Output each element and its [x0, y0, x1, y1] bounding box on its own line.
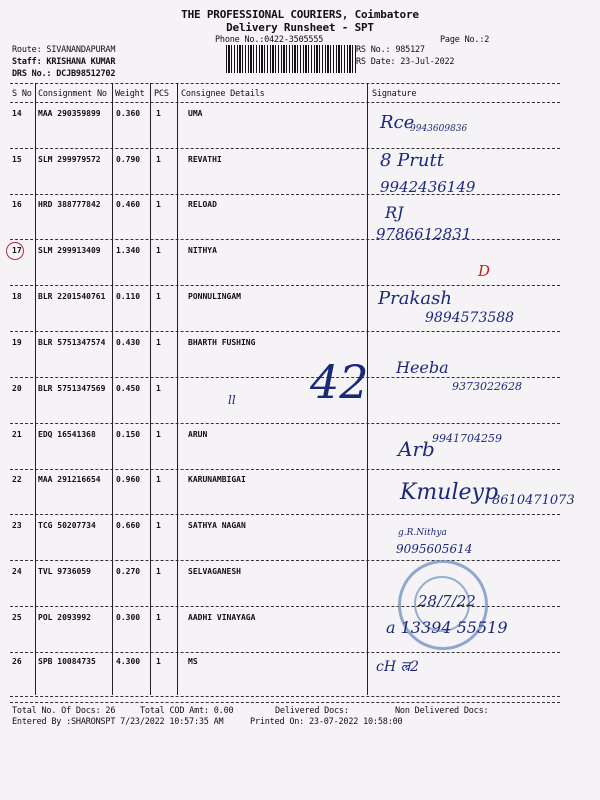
handwritten-phone: 9941704259	[432, 432, 502, 445]
handwritten-mark: ll	[228, 393, 236, 407]
non-delivered-docs: Non Delivered Docs:	[395, 706, 489, 716]
cell-weight: 0.360	[116, 109, 141, 118]
cell-consignee: AADHI VINAYAGA	[188, 613, 256, 622]
row-separator	[10, 148, 560, 149]
cell-pcs: 1	[156, 246, 161, 255]
cell-consignment: BLR 5751347569	[38, 384, 106, 393]
cell-consignment: EDQ 16541368	[38, 430, 96, 439]
cell-consignment: TVL 9736059	[38, 567, 91, 576]
header-rule-top	[10, 83, 560, 84]
column-divider	[150, 83, 151, 695]
cell-weight: 0.790	[116, 155, 141, 164]
cell-weight: 0.110	[116, 292, 141, 301]
row-separator	[10, 514, 560, 515]
cell-consignee: NITHYA	[188, 246, 217, 255]
cell-consignment: SLM 299913409	[38, 246, 101, 255]
row-separator	[10, 652, 560, 653]
cell-sno: 24	[12, 567, 22, 576]
cell-consignment: BLR 2201540761	[38, 292, 106, 301]
column-divider	[177, 83, 178, 695]
signature-mark: Kmuleyp	[400, 480, 499, 505]
document-subtitle: Delivery Runsheet - SPT	[226, 21, 374, 34]
printed-on: Printed On: 23-07-2022 10:58:00	[250, 717, 403, 727]
signature-mark: Rce	[380, 112, 415, 133]
cell-consignee: SATHYA NAGAN	[188, 521, 246, 530]
row-separator	[10, 469, 560, 470]
rs-number: RS No.: 985127	[356, 45, 425, 55]
row-separator	[10, 560, 560, 561]
handwritten-phone: 9942436149	[380, 178, 476, 196]
footer-rule	[10, 702, 560, 703]
cell-weight: 4.300	[116, 657, 141, 666]
drs-number: DRS No.: DCJB98512702	[12, 69, 116, 79]
cell-consignee: PONNULINGAM	[188, 292, 241, 301]
cell-consignee: MS	[188, 657, 198, 666]
cell-consignment: TCG 50207734	[38, 521, 96, 530]
cell-sno: 21	[12, 430, 22, 439]
cell-consignee: ARUN	[188, 430, 208, 439]
cell-sno: 18	[12, 292, 22, 301]
cell-consignee: BHARTH FUSHING	[188, 338, 256, 347]
phone-number: Phone No.:0422-3505555	[215, 35, 324, 45]
rs-date: RS Date: 23-Jul-2022	[356, 57, 455, 67]
cell-pcs: 1	[156, 338, 161, 347]
handwritten-phone: 9095605614	[396, 542, 473, 556]
signature-mark: Heeba	[396, 358, 449, 377]
cell-pcs: 1	[156, 613, 161, 622]
cell-consignment: BLR 5751347574	[38, 338, 106, 347]
entered-by: Entered By :SHARONSPT 7/23/2022 10:57:35 AM	[12, 717, 224, 727]
row-separator	[10, 239, 560, 240]
cell-consignee: REVATHI	[188, 155, 222, 164]
cell-pcs: 1	[156, 521, 161, 530]
cell-sno: 19	[12, 338, 22, 347]
staff: Staff: KRISHANA KUMAR	[12, 57, 116, 67]
handwritten-phone: 9786612831	[376, 225, 472, 243]
column-divider	[112, 83, 113, 695]
cell-weight: 0.660	[116, 521, 141, 530]
total-docs: Total No. Of Docs: 26	[12, 706, 116, 716]
row-separator	[10, 331, 560, 332]
company-name: THE PROFESSIONAL COURIERS, Coimbatore	[181, 8, 419, 21]
signature-mark: Prakash	[378, 288, 452, 309]
handwritten-phone: 9373022628	[452, 380, 522, 393]
cell-pcs: 1	[156, 200, 161, 209]
row-separator	[10, 285, 560, 286]
cell-consignment: POL 2093992	[38, 613, 91, 622]
circled-row-mark	[6, 242, 24, 260]
total-cod: Total COD Amt: 0.00	[140, 706, 234, 716]
cell-weight: 0.300	[116, 613, 141, 622]
column-divider	[35, 83, 36, 695]
cell-weight: 0.960	[116, 475, 141, 484]
cell-consignee: SELVAGANESH	[188, 567, 241, 576]
cell-pcs: 1	[156, 430, 161, 439]
signature-mark: g.R.Nithya	[398, 528, 447, 538]
signature-mark: RJ	[385, 203, 404, 222]
cell-consignee: RELOAD	[188, 200, 217, 209]
cell-consignment: SLM 299979572	[38, 155, 101, 164]
handwritten-phone: 8610471073	[492, 493, 575, 508]
column-header: Consignee Details	[181, 89, 265, 99]
handwritten-phone: 9894573588	[425, 310, 515, 326]
cell-sno: 25	[12, 613, 22, 622]
cell-weight: 0.430	[116, 338, 141, 347]
cell-consignment: MAA 290359899	[38, 109, 101, 118]
cell-pcs: 1	[156, 475, 161, 484]
cell-pcs: 1	[156, 567, 161, 576]
cell-consignee: UMA	[188, 109, 203, 118]
cell-sno: 26	[12, 657, 22, 666]
cell-weight: 0.270	[116, 567, 141, 576]
header-rule-bottom	[10, 102, 560, 103]
cell-sno: 22	[12, 475, 22, 484]
barcode	[226, 45, 356, 73]
handwritten-phone: a 13394 55519	[386, 618, 508, 637]
route: Route: SIVANANDAPURAM	[12, 45, 116, 55]
column-header: Consignment No	[38, 89, 107, 99]
handwritten-note: 42	[310, 355, 369, 409]
row-separator	[10, 423, 560, 424]
cell-sno: 16	[12, 200, 22, 209]
cell-weight: 1.340	[116, 246, 141, 255]
signature-mark: cH ल्र2	[376, 659, 420, 675]
cell-pcs: 1	[156, 292, 161, 301]
column-header: Weight	[115, 89, 145, 99]
delivered-docs: Delivered Docs:	[275, 706, 349, 716]
cell-pcs: 1	[156, 384, 161, 393]
column-header: S No	[12, 89, 32, 99]
cell-weight: 0.150	[116, 430, 141, 439]
cell-consignment: HRD 388777842	[38, 200, 101, 209]
cell-consignment: SPB 10084735	[38, 657, 96, 666]
cell-sno: 15	[12, 155, 22, 164]
column-header: PCS	[154, 89, 169, 99]
signature-mark: Arb	[398, 437, 435, 461]
cell-weight: 0.450	[116, 384, 141, 393]
row-separator	[10, 194, 560, 195]
column-header: Signature	[372, 89, 417, 99]
page-number: Page No.:2	[440, 35, 490, 45]
cell-pcs: 1	[156, 109, 161, 118]
cell-consignment: MAA 291216654	[38, 475, 101, 484]
cell-weight: 0.460	[116, 200, 141, 209]
signature-mark: 8 Prutt	[380, 150, 444, 171]
cell-pcs: 1	[156, 657, 161, 666]
handwritten-phone: 9943609836	[410, 124, 468, 134]
cell-consignee: KARUNAMBIGAI	[188, 475, 246, 484]
handwritten-date: 28/7/22	[418, 592, 476, 610]
cell-sno: 17	[12, 246, 22, 255]
cell-sno: 23	[12, 521, 22, 530]
cell-pcs: 1	[156, 155, 161, 164]
cell-sno: 20	[12, 384, 22, 393]
row-separator	[10, 696, 560, 697]
row-separator	[10, 377, 560, 378]
cell-sno: 14	[12, 109, 22, 118]
cross-mark: D	[478, 262, 491, 280]
